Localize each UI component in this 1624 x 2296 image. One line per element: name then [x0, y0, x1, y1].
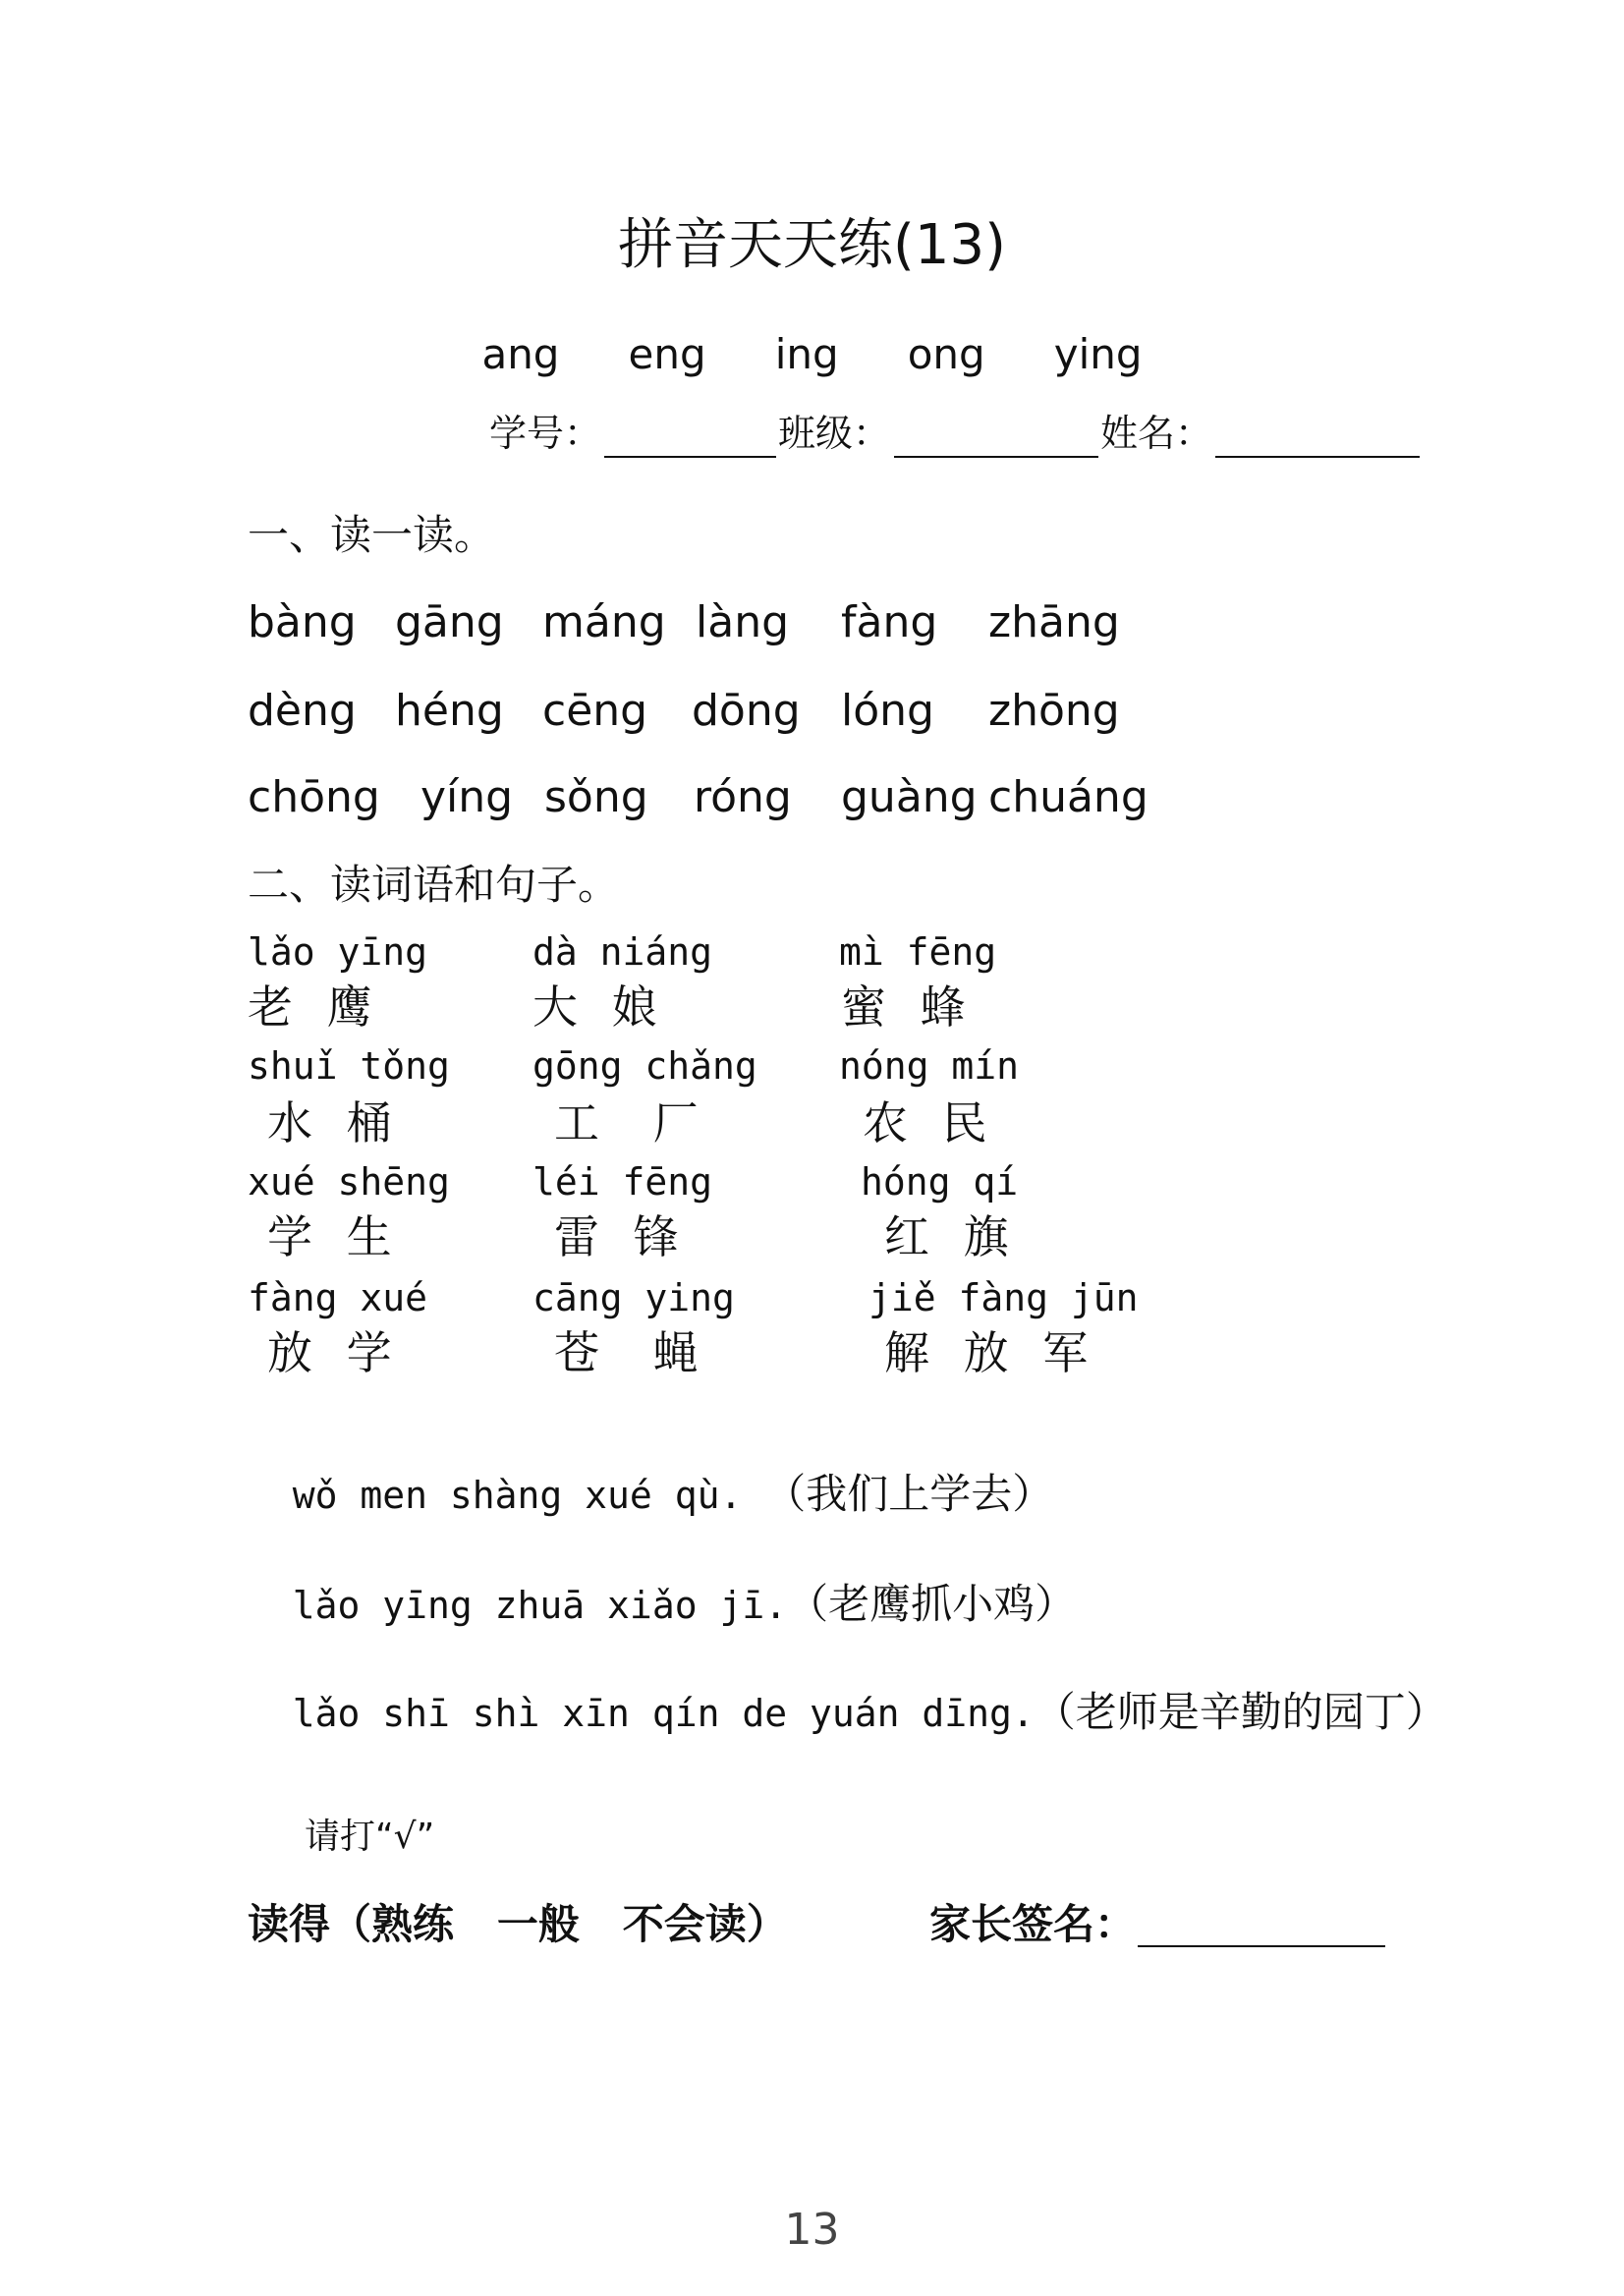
pinyin-syllable: gāng	[395, 597, 504, 647]
word-hanzi: 解 放 军	[884, 1326, 1089, 1379]
word-pinyin: lǎo yīng	[248, 930, 428, 974]
finals-line: ang eng ing ong ying	[481, 330, 1143, 378]
sentence-pinyin: wǒ men shàng xué qù.	[292, 1474, 765, 1517]
parent-sign-label: 家长签名：	[929, 1900, 1137, 1948]
word-hanzi: 水 桶	[267, 1096, 392, 1149]
word-hanzi: 大 娘	[532, 980, 657, 1034]
pinyin-syllable: cēng	[542, 686, 648, 736]
word-pinyin: hóng qí	[861, 1160, 1019, 1204]
pinyin-syllable: làng	[696, 597, 790, 647]
pinyin-syllable: dōng	[692, 686, 801, 736]
pinyin-syllable: dèng	[248, 686, 357, 736]
word-hanzi: 学 生	[267, 1210, 392, 1263]
word-hanzi: 苍 蝇	[554, 1326, 699, 1379]
word-pinyin: mì fēng	[839, 930, 997, 974]
word-pinyin: jiě fàng jūn	[868, 1276, 1139, 1319]
parent-sign-field[interactable]	[1138, 1945, 1385, 1947]
pinyin-syllable: chōng	[248, 772, 380, 822]
student-no-field[interactable]	[604, 456, 776, 458]
word-pinyin: nóng mín	[839, 1044, 1020, 1088]
page-title: 拼音天天练(13)	[618, 213, 1006, 277]
word-hanzi: 放 学	[267, 1326, 392, 1379]
word-pinyin: shuǐ tǒng	[248, 1044, 450, 1088]
word-pinyin: xué shēng	[248, 1160, 450, 1204]
sentence-hanzi: （老师是辛勤的园丁）	[1034, 1688, 1447, 1736]
reading-level[interactable]: 读得（熟练 一般 不会读）	[248, 1900, 788, 1948]
sentence-hanzi: （我们上学去）	[764, 1470, 1054, 1518]
pinyin-syllable: fàng	[841, 597, 938, 647]
word-pinyin: fàng xué	[248, 1276, 428, 1319]
pinyin-syllable: zhōng	[988, 686, 1120, 736]
section2-heading: 二、读词语和句子。	[248, 861, 620, 909]
sentence-3	[248, 1654, 1447, 1736]
word-hanzi: 工 厂	[554, 1096, 699, 1149]
pinyin-syllable: lóng	[841, 686, 934, 736]
name-label: 姓名：	[1100, 412, 1213, 455]
pinyin-syllable: sǒng	[544, 772, 648, 822]
sentence-pinyin: lǎo shī shì xīn qín de yuán dīng.	[292, 1692, 1035, 1735]
sentence-hanzi: （老鹰抓小鸡）	[787, 1580, 1077, 1628]
pinyin-syllable: héng	[395, 686, 504, 736]
word-hanzi: 老 鹰	[248, 980, 372, 1034]
pinyin-syllable: chuáng	[988, 772, 1148, 822]
name-field[interactable]	[1215, 456, 1420, 458]
class-label: 班级：	[778, 412, 891, 455]
word-pinyin: gōng chǎng	[532, 1044, 757, 1088]
word-pinyin: léi fēng	[532, 1160, 713, 1204]
word-hanzi: 雷 锋	[554, 1210, 679, 1263]
section1-heading: 一、读一读。	[248, 511, 496, 559]
word-hanzi: 蜜 蜂	[841, 980, 966, 1034]
sentence-1	[248, 1436, 1054, 1518]
class-field[interactable]	[894, 456, 1098, 458]
word-pinyin: cāng ying	[532, 1276, 735, 1319]
page-number: 13	[784, 2205, 840, 2255]
sentence-2	[248, 1546, 1077, 1628]
pinyin-syllable: zhāng	[988, 597, 1120, 647]
check-prompt: 请打“√”	[305, 1817, 435, 1857]
sentence-pinyin: lǎo yīng zhuā xiǎo jī.	[292, 1584, 788, 1627]
word-hanzi: 农 民	[863, 1096, 987, 1149]
pinyin-syllable: máng	[542, 597, 666, 647]
pinyin-syllable: guàng	[841, 772, 978, 822]
pinyin-syllable: yíng	[420, 772, 514, 822]
pinyin-syllable: róng	[694, 772, 792, 822]
word-pinyin: dà niáng	[532, 930, 713, 974]
word-hanzi: 红 旗	[884, 1210, 1009, 1263]
student-no-label: 学号：	[489, 412, 602, 455]
pinyin-syllable: bàng	[248, 597, 357, 647]
